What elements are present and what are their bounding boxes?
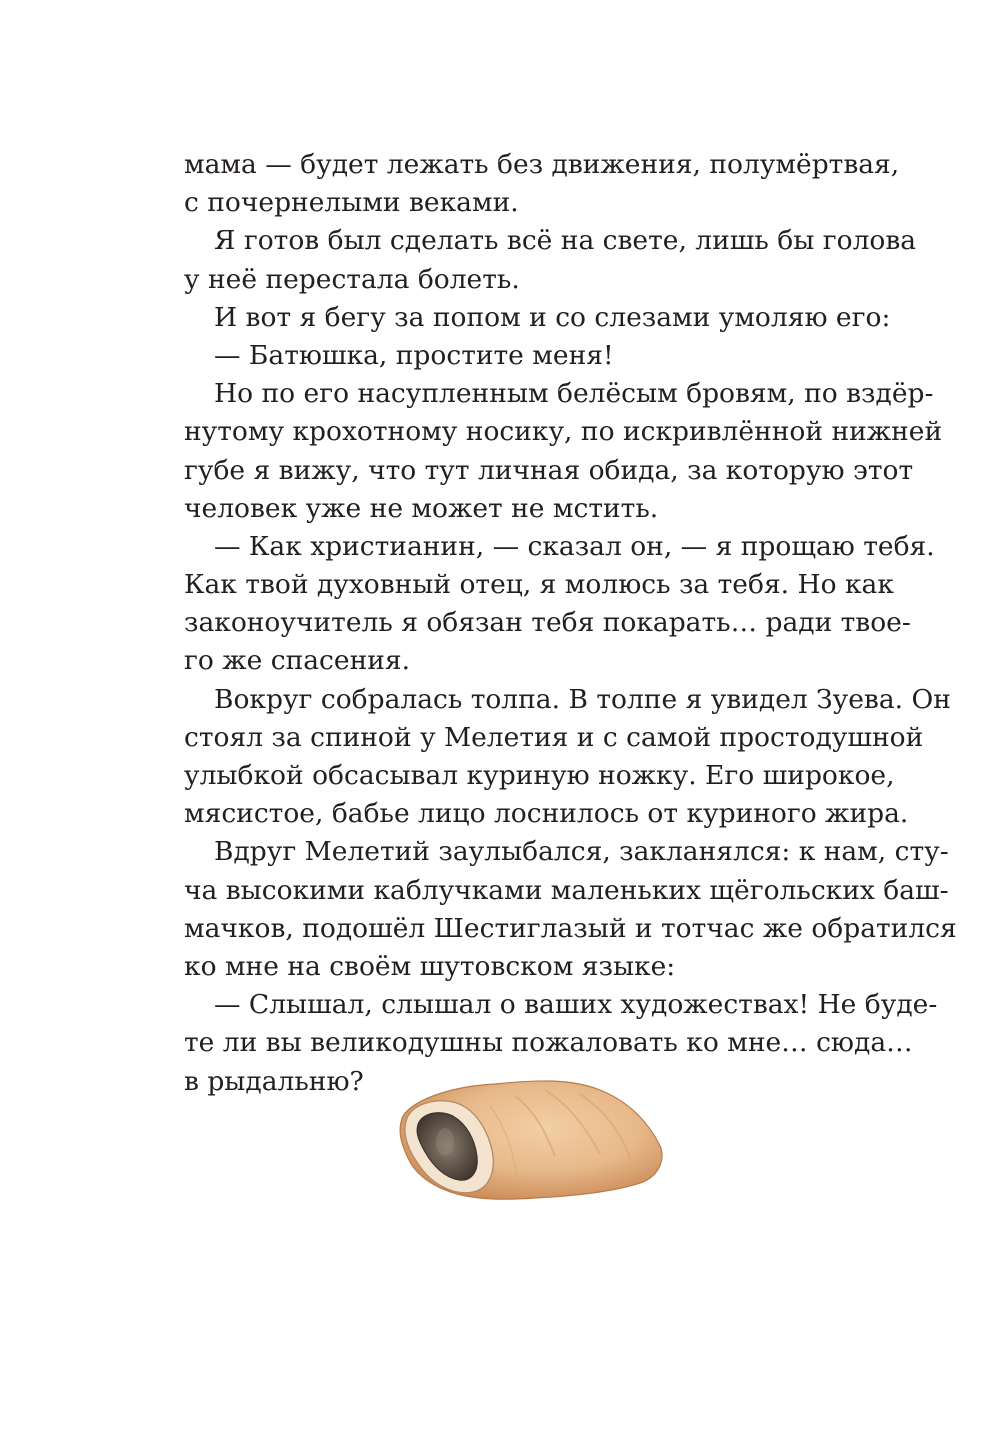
- text-line: с почернелыми веками.: [184, 187, 519, 219]
- paragraph-3: [184, 299, 891, 337]
- text-line: Вокруг собралась толпа. В толпе я увидел Зуева. Он: [214, 683, 951, 715]
- paragraph-2: [184, 222, 917, 298]
- text-line: ко мне на своём шутовском языке:: [184, 950, 676, 982]
- text-line: те ли вы великодушны пожаловать ко мне… сюда…: [184, 1027, 913, 1059]
- text-line: ча высокими каблучками маленьких щёгольских баш-: [184, 874, 949, 906]
- paragraph-1: [184, 146, 900, 222]
- paragraph-7: [184, 681, 951, 834]
- text-line: Но по его насупленным белёсым бровям, по вздёр-: [214, 378, 934, 410]
- paragraph-4: [184, 337, 886, 375]
- text-line: человек уже не может не мстить.: [184, 492, 659, 524]
- text-line: в рыдальню?: [184, 1065, 364, 1097]
- text-line: улыбкой обсасывал куриную ножку. Его широкое,: [184, 760, 895, 791]
- text-line: мясистое, бабье лицо лоснилось от куриного жира.: [184, 798, 909, 830]
- text-line: Вдруг Мелетий заулыбался, закланялся: к нам, сту-: [214, 836, 949, 868]
- paragraph-6: [184, 528, 935, 681]
- text-line: мама — будет лежать без движения, полумёртвая,: [184, 149, 900, 180]
- text-line: стоял за спиной у Мелетия и с самой простодушной: [184, 721, 924, 753]
- paragraph-8: [184, 833, 957, 986]
- paragraph-5: [184, 375, 943, 528]
- text-line: у неё перестала болеть.: [184, 263, 520, 295]
- text-line: Как твой духовный отец, я молюсь за тебя. Но как: [184, 569, 894, 601]
- text-line: — Как христианин, — сказал он, — я прощаю тебя.: [214, 530, 935, 562]
- text-line: го же спасения.: [184, 645, 411, 677]
- text-line: мачков, подошёл Шестиглазый и тотчас же обратился: [184, 912, 957, 944]
- text-line: законоучитель я обязан тебя покарать… ради твое-: [184, 607, 911, 639]
- text-line: И вот я бегу за попом и со слезами умоляю его:: [214, 301, 891, 333]
- text-line: нутому крохотному носику, по искривлённой нижней: [184, 416, 943, 448]
- body-text: [184, 146, 957, 1101]
- pie-pastry-illustration: [395, 1076, 667, 1206]
- text-line: — Батюшка, простите меня!: [214, 339, 614, 371]
- text-line: — Слышал, слышал о ваших художествах! Не буде-: [214, 989, 938, 1021]
- text-line: губе я вижу, что тут личная обида, за которую этот: [184, 454, 914, 486]
- text-line: Я готов был сделать всё на свете, лишь бы голова: [214, 225, 917, 257]
